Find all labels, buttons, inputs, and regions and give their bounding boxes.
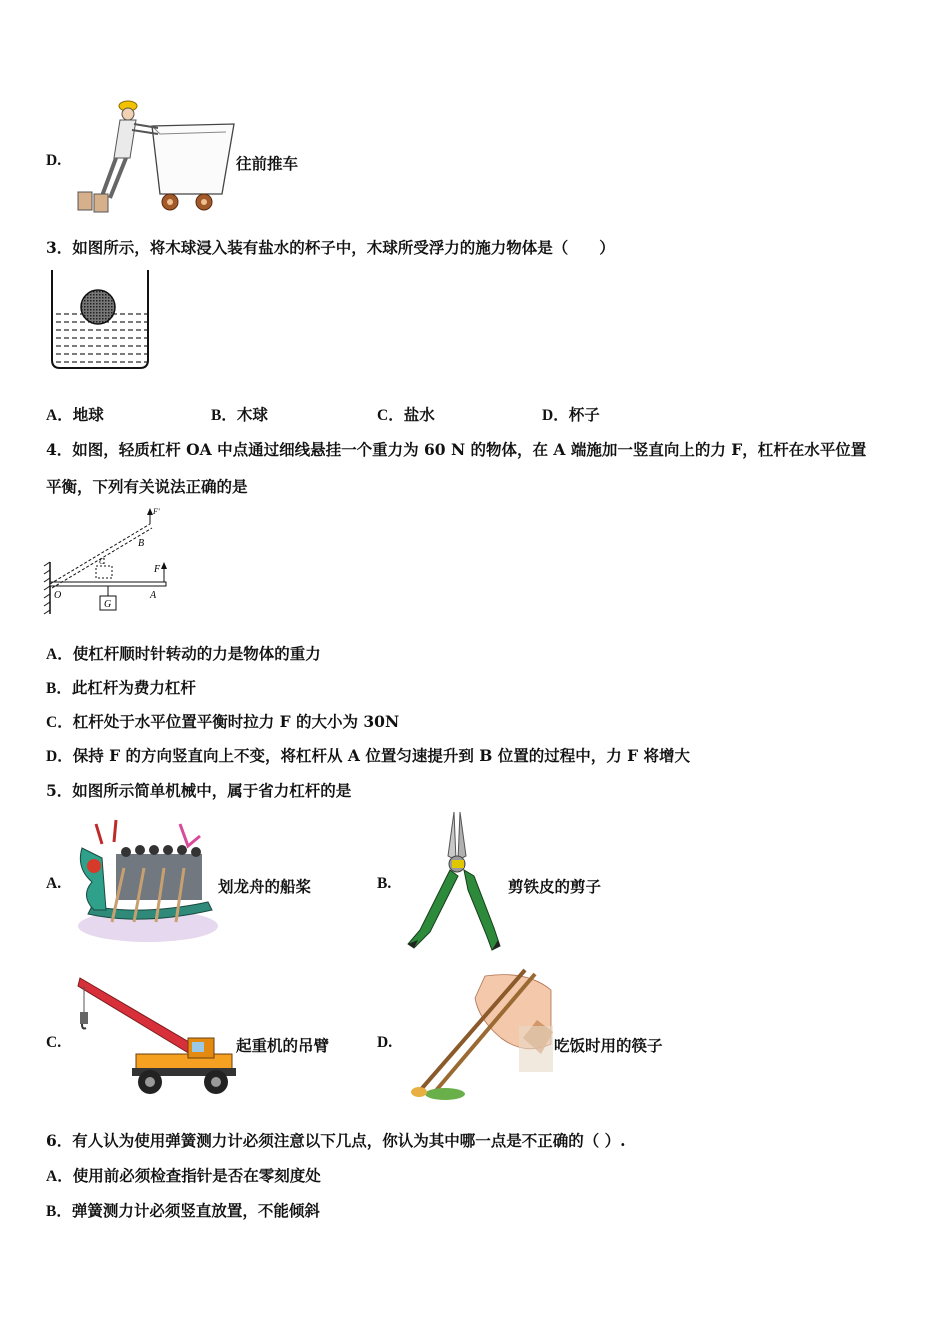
label-c: C	[99, 557, 105, 566]
q4-stem-line2: 平衡，下列有关说法正确的是	[46, 477, 248, 496]
worker-pushing-cart-image	[74, 98, 238, 216]
q6-stem: 6．有人认为使用弹簧测力计必须注意以下几点，你认为其中哪一点是不正确的（ ）.	[46, 1131, 626, 1150]
tin-snips-image	[402, 810, 508, 952]
q3-option-d: D．杯子	[542, 407, 600, 424]
lever-oa-figure	[42, 504, 172, 616]
label-o: O	[54, 590, 62, 601]
q4-option-c: C．杠杆处于水平位置平衡时拉力 F 的大小为 30N	[46, 712, 400, 731]
q5-option-a-letter: A.	[46, 875, 62, 892]
q2-option-d-text: 往前推车	[236, 154, 299, 173]
q4-option-b: B．此杠杆为费力杠杆	[46, 678, 196, 697]
q5-option-d-letter: D.	[377, 1034, 393, 1051]
q4-option-a: A．使杠杆顺时针转动的力是物体的重力	[46, 644, 321, 663]
label-b: B	[138, 538, 145, 549]
q5-option-c-letter: C.	[46, 1034, 62, 1051]
q4-stem-line1: 4．如图，轻质杠杆 OA 中点通过细线悬挂一个重力为 60 N 的物体，在 A 端施加一竖直向上的力 F，杠杆在水平位置	[46, 440, 867, 459]
label-f: F	[154, 564, 161, 575]
label-g: G	[104, 599, 112, 610]
crane-image	[76, 968, 236, 1098]
q5-option-c-text: 起重机的吊臂	[236, 1036, 330, 1055]
ball-in-salt-water-figure	[48, 270, 152, 374]
q5-option-b-letter: B.	[377, 875, 392, 892]
q3-option-a: A．地球	[46, 407, 104, 424]
label-f-prime: F'	[153, 507, 160, 516]
q3-option-b: B．木球	[211, 407, 268, 424]
q5-option-b-text: 剪铁皮的剪子	[508, 877, 602, 896]
chopsticks-image	[405, 968, 553, 1100]
q3-stem: 3．如图所示，将木球浸入装有盐水的杯子中，木球所受浮力的施力物体是（ ）	[46, 238, 615, 257]
dragon-boat-image	[72, 818, 218, 946]
q5-stem: 5．如图所示简单机械中，属于省力杠杆的是	[46, 781, 352, 800]
q6-option-b: B．弹簧测力计必须竖直放置，不能倾斜	[46, 1201, 320, 1220]
q5-option-a-text: 划龙舟的船桨	[218, 877, 312, 896]
q6-option-a: A．使用前必须检查指针是否在零刻度处	[46, 1166, 321, 1185]
q4-option-d: D．保持 F 的方向竖直向上不变，将杠杆从 A 位置匀速提升到 B 位置的过程中，力 F 将增大	[46, 746, 691, 765]
label-a: A	[150, 590, 157, 601]
q2-option-d-letter: D.	[46, 152, 62, 169]
q3-option-c: C．盐水	[377, 407, 435, 424]
q5-option-d-text: 吃饭时用的筷子	[554, 1036, 663, 1055]
